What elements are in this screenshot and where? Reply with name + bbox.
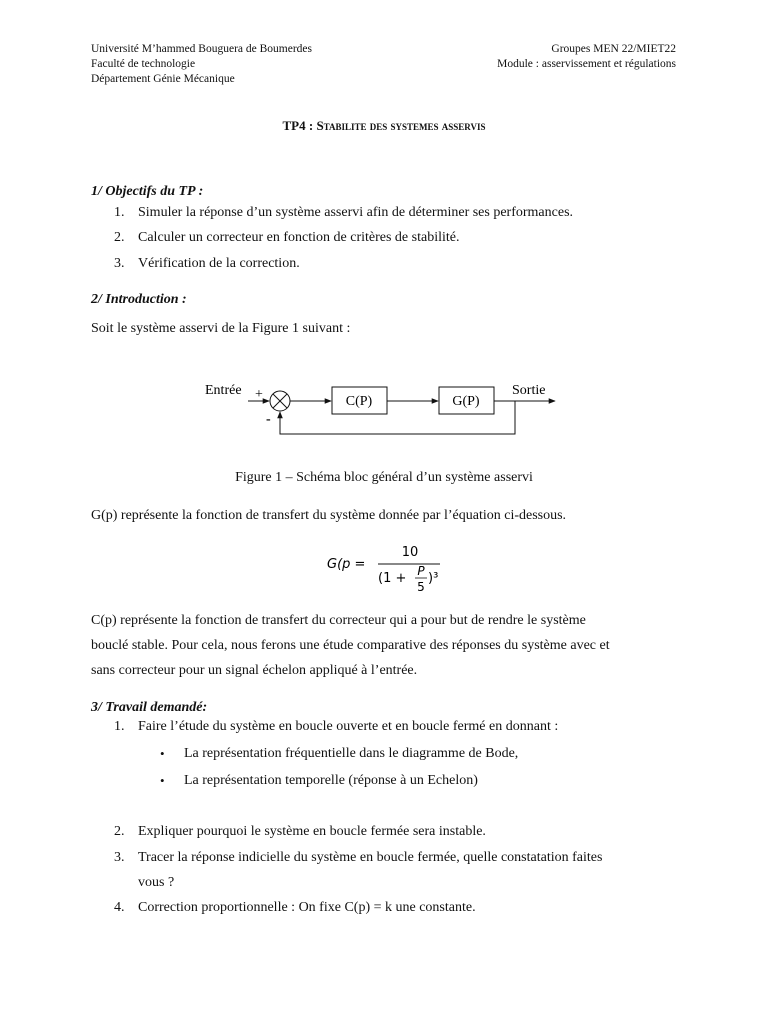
bullet-dot: • (160, 746, 165, 761)
output-label: Sortie (512, 383, 546, 398)
section1-item2-num: 2. (114, 230, 125, 245)
minus-sign: - (266, 412, 271, 427)
section1-item3-num: 3. (114, 256, 125, 271)
section1-heading: 1/ Objectifs du TP : (91, 184, 204, 199)
intro-text: Soit le système asservi de la Figure 1 suivant : (91, 321, 351, 336)
university-name: Université M’hammed Bouguera de Boumerdes (91, 43, 312, 55)
section3-item4-text: Correction proportionnelle : On fixe C(p) = k une constante. (138, 900, 476, 915)
c-description-line1: C(p) représente la fonction de transfert du correcteur qui a pour but de rendre le système (91, 613, 586, 628)
section1-item1-text: Simuler la réponse d’un système asservi afin de déterminer ses performances. (138, 205, 574, 220)
title-main: Stabilite des systemes asservis (316, 118, 486, 133)
bullet-bode: La représentation fréquentielle dans le diagramme de Bode, (184, 746, 519, 761)
header-right (497, 42, 676, 72)
section2-heading: 2/ Introduction : (91, 292, 187, 307)
plus-sign: + (255, 387, 263, 402)
groups-label: Groupes MEN 22/MIET22 (551, 43, 676, 55)
summing-junction (270, 391, 290, 411)
module-label: Module : asservissement et régulations (497, 58, 676, 70)
section1-item1-num: 1. (114, 205, 125, 220)
c-description-line3: sans correcteur pour un signal échelon appliqué à l’entrée. (91, 663, 418, 678)
equation-denominator-open: (1 + (378, 571, 407, 586)
figure-caption: Figure 1 – Schéma bloc général d’un système asservi (235, 470, 533, 485)
section3-heading: 3/ Travail demandé: (91, 700, 208, 715)
section3-item2-num: 2. (114, 824, 125, 839)
section3-item3-num: 3. (114, 850, 125, 865)
section3-item1-num: 1. (114, 719, 125, 734)
section1-item2-text: Calculer un correcteur en fonction de critères de stabilité. (138, 230, 460, 245)
equation-denominator-close: )³ (428, 571, 439, 586)
g-description: G(p) représente la fonction de transfert du système donnée par l’équation ci-dessous. (91, 508, 567, 523)
section3-item3-cont: vous ? (138, 875, 175, 890)
equation-numerator: 10 (401, 545, 419, 560)
header-left (91, 42, 312, 87)
plant-label: G(P) (452, 394, 480, 409)
section1-item3-text: Vérification de la correction. (138, 256, 300, 271)
input-label: Entrée (205, 383, 242, 398)
page-title (0, 118, 768, 134)
transfer-function-equation (320, 540, 450, 600)
section3-item3-text: Tracer la réponse indicielle du système en boucle fermée, quelle constatation faites (138, 850, 603, 865)
block-diagram (190, 370, 570, 450)
equation-lhs: G(p = (327, 557, 366, 572)
section3-item1-text: Faire l’étude du système en boucle ouverte et en boucle fermé en donnant : (138, 719, 559, 734)
department-name: Département Génie Mécanique (91, 73, 235, 85)
equation-inner-denominator: 5 (417, 580, 425, 594)
title-prefix: TP4 : (282, 118, 317, 133)
equation-inner-numerator: P (417, 564, 425, 578)
section3-item4-num: 4. (114, 900, 125, 915)
bullet-dot: • (160, 773, 165, 788)
section3-item2-text: Expliquer pourquoi le système en boucle fermée sera instable. (138, 824, 486, 839)
controller-label: C(P) (345, 394, 373, 409)
feedback-path (280, 401, 515, 434)
bullet-temporal: La représentation temporelle (réponse à un Echelon) (184, 773, 478, 788)
c-description-line2: bouclé stable. Pour cela, nous ferons une étude comparative des réponses du système avec et (91, 638, 610, 653)
faculty-name: Faculté de technologie (91, 58, 196, 70)
